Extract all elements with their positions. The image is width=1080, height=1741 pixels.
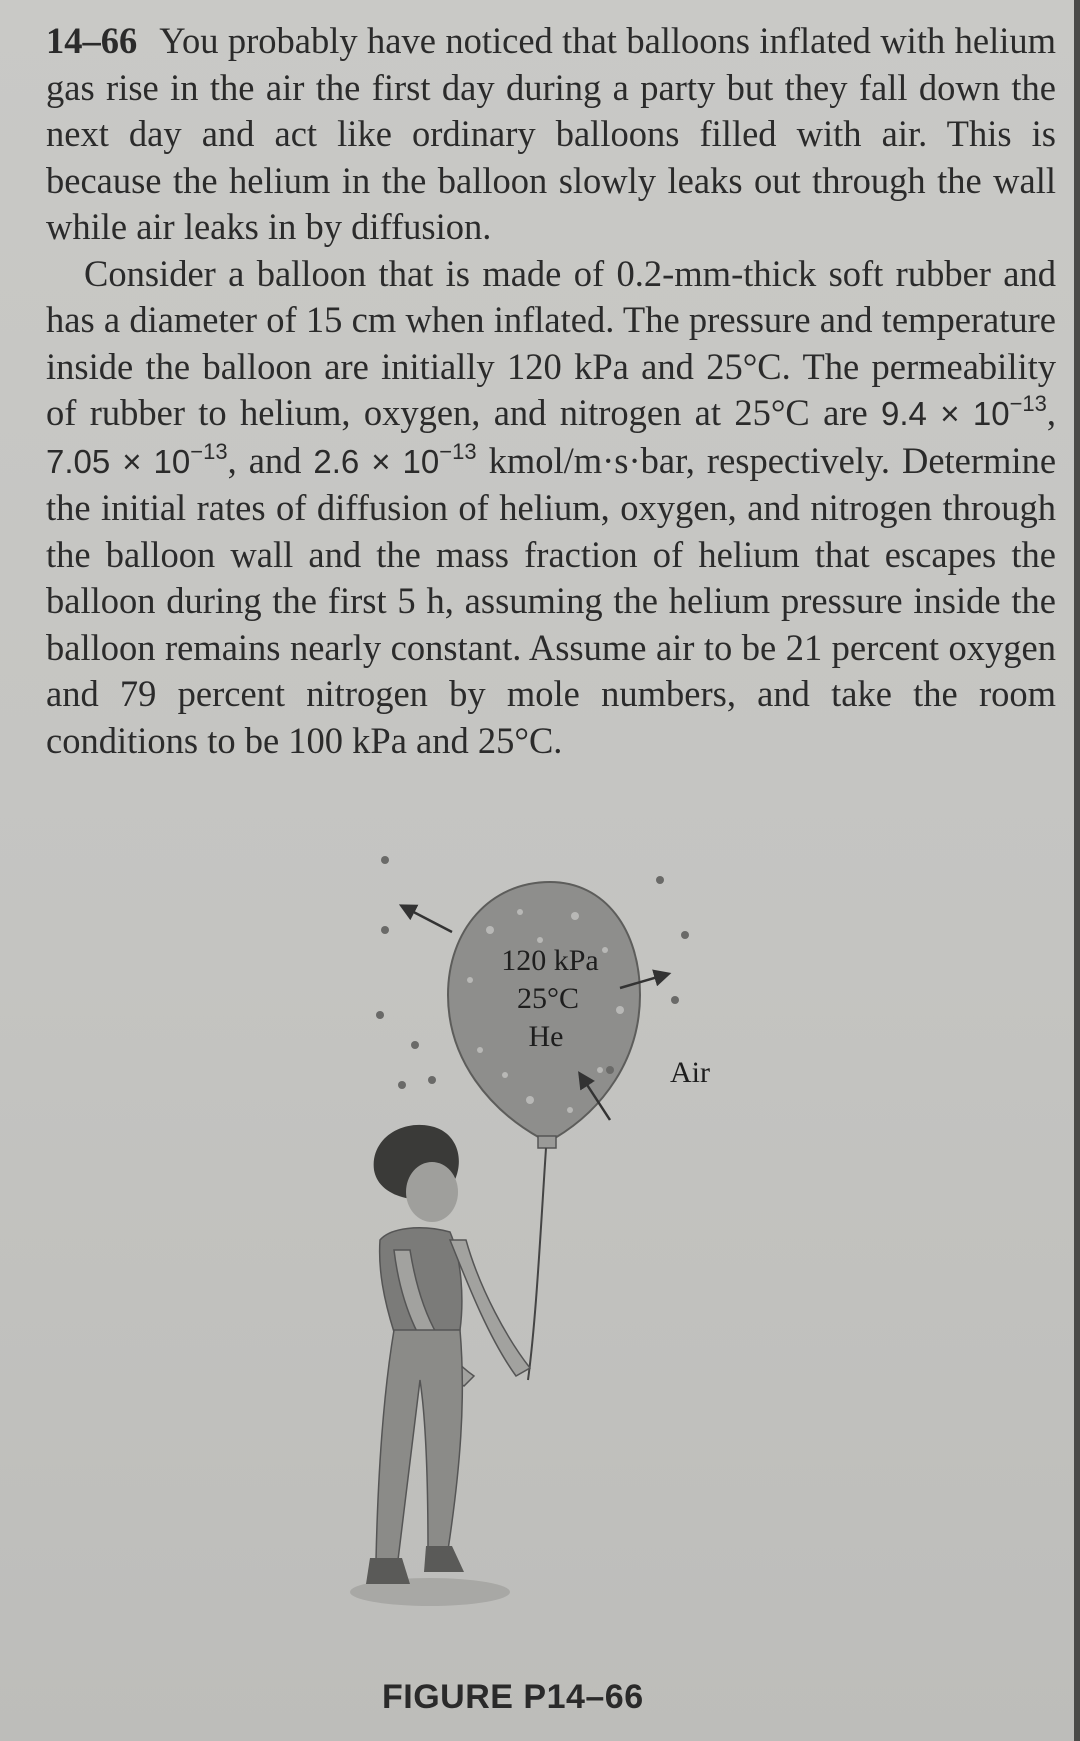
paragraph-intro-text: You probably have noticed that balloons inflated with helium gas rise in the air the first day during a party but they fall down the next day and act like ordinary balloons filled with air. This is because the helium in the balloon slowly leaks out through the wall while air leaks in by diffusion. [46,20,1056,247]
question-text-a: Consider a balloon that is made of 0.2-mm-thick soft rubber and has a diameter of 15 cm when inflated. The pressure and temperature inside the balloon are initially 120 kPa and 25°C. The permeability of rubber to helium, oxygen, and nitrogen at 25°C are [46,252,1056,433]
temperature-label: 25°C [516,982,580,1015]
pressure-label: 120 kPa [501,944,599,977]
question-text-b: respectively. Determine the initial rates of diffusion of helium, oxygen, and nitrogen through the balloon wall and the mass fraction of helium that escapes the balloon during the first 5 h, assuming the helium pressure inside the balloon remains nearly constant. Assume air to be 21 percent oxygen and 79 percent nitrogen by mole numbers, and take the room conditions to be 100 kPa and 25°C. [46,439,1057,761]
air-label: Air [670,1056,710,1089]
page-edge [1074,0,1080,1741]
balloon-illustration [340,820,760,1610]
gas-label: He [528,1020,564,1053]
problem-text [46,18,1056,764]
problem-number: 14–66 [46,20,138,61]
figure-caption: FIGURE P14–66 [382,1678,644,1716]
permeability-nitrogen: $2.6 \times 10^{-13}$ [313,438,477,480]
person-figure [350,1125,530,1606]
balloon-string [528,1148,546,1380]
and-word: and [248,439,302,481]
permeability-units: kmol/m·s·bar, [488,439,695,481]
paragraph-intro [46,18,1056,251]
balloon-figure [340,820,760,1610]
balloon [448,882,640,1148]
permeability-helium: $9.4 \times 10^{-13}$ [880,391,1047,432]
paragraph-question: Consider a balloon that is made of 0.2-mm-thick soft rubber and has a diameter of 15 cm when inflated. The pressure and temperature inside the balloon are initially 120 kPa and 25°C. The permeability of rubber to helium, oxygen, and nitrogen at 25°C are $9.4 \times 10^{-13}$, $7.05 \times 10^{-13}$, and $2.6 \times 10^{-13}$ kmol/m·s·bar, respectively. Determine the initial rates of diffusion of helium, oxygen, and nitrogen through the balloon wall and the mass fraction of helium that escapes the balloon during the first 5 h, assuming the helium pressure inside the balloon remains nearly constant. Assume air to be 21 percent oxygen and 79 percent nitrogen by mole numbers, and take the room conditions to be 100 kPa and 25°C. [46,252,1057,761]
permeability-oxygen: $7.05 \times 10^{-13}$ [46,438,228,480]
